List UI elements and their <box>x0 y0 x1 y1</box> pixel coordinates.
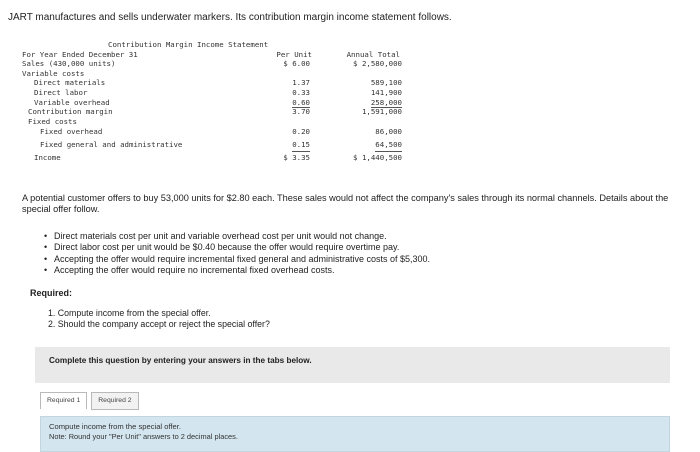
direct-labor-per-unit: 0.33 <box>292 87 310 97</box>
fixed-ga-per-unit: 0.15 <box>292 138 310 152</box>
income-per-unit: $ 3.35 <box>283 153 310 163</box>
list-item: • Direct labor cost per unit would be $0.40 because the offer would require overtime pay. <box>44 242 430 253</box>
fixed-overhead-per-unit: 0.20 <box>292 127 310 137</box>
offer-details-list <box>44 231 430 277</box>
direct-materials-annual: 589,100 <box>370 78 402 88</box>
required-heading: Required: <box>30 288 73 298</box>
direct-labor-row <box>18 88 408 98</box>
statement-title-row <box>18 40 408 50</box>
direct-materials-row <box>18 78 408 88</box>
question-item: 1. Compute income from the special offer. <box>48 308 211 318</box>
statement-header-row <box>18 50 408 60</box>
income-annual: $ 1,440,500 <box>353 153 402 163</box>
instructions-banner <box>35 347 670 383</box>
contribution-margin-label: Contribution margin <box>28 107 113 117</box>
instructions-text: Complete this question by entering your answers in the tabs below. <box>49 356 312 365</box>
variable-overhead-per-unit: 0.60 <box>292 97 310 107</box>
contribution-margin-annual: 1,591,000 <box>361 107 402 117</box>
fixed-ga-row <box>18 138 408 151</box>
direct-materials-label: Direct materials <box>34 78 106 88</box>
list-item: • Direct materials cost per unit and variable overhead cost per unit would not change. <box>44 231 430 242</box>
direct-labor-label: Direct labor <box>34 87 88 97</box>
panel-instruction: Compute income from the special offer. <box>49 422 181 431</box>
tab-required-2[interactable]: Required 2 <box>91 392 138 410</box>
statement-title: Contribution Margin Income Statement <box>108 40 269 49</box>
fixed-overhead-row <box>18 126 408 138</box>
period-label: For Year Ended December 31 <box>22 49 138 59</box>
variable-costs-row <box>18 69 408 79</box>
sales-per-unit: $ 6.00 <box>283 59 310 69</box>
income-statement-table <box>18 40 408 165</box>
tab-content-panel <box>40 416 670 452</box>
fixed-overhead-label: Fixed overhead <box>40 127 103 137</box>
special-offer-text: A potential customer offers to buy 53,000 units for $2.80 each. These sales would not affect the company's sales through its normal channels. Details about the special offer follow. <box>22 193 669 214</box>
variable-overhead-row <box>18 98 408 108</box>
annual-total-header: Annual Total <box>346 49 400 59</box>
variable-overhead-label: Variable overhead <box>34 97 110 107</box>
direct-materials-per-unit: 1.37 <box>292 78 310 88</box>
panel-note: Note: Round your "Per Unit" answers to 2 decimal places. <box>49 432 238 441</box>
contribution-margin-row <box>18 107 408 117</box>
fixed-costs-row <box>18 117 408 127</box>
fixed-overhead-annual: 86,000 <box>375 127 402 137</box>
sales-row <box>18 59 408 69</box>
intro-text: JART manufactures and sells underwater markers. Its contribution margin income statement follows. <box>8 12 452 23</box>
fixed-ga-annual: 64,500 <box>375 138 402 152</box>
fixed-ga-label: Fixed general and administrative <box>40 140 183 150</box>
variable-costs-label: Variable costs <box>22 68 85 78</box>
question-list <box>48 308 270 330</box>
tab-required-1[interactable]: Required 1 <box>40 392 87 409</box>
variable-overhead-annual: 258,000 <box>370 97 402 107</box>
contribution-margin-per-unit: 3.70 <box>292 107 310 117</box>
direct-labor-annual: 141,900 <box>370 87 402 97</box>
income-label: Income <box>34 153 61 163</box>
answer-tabs <box>40 392 139 408</box>
fixed-costs-label: Fixed costs <box>28 116 77 126</box>
list-item: • Accepting the offer would require no incremental fixed overhead costs. <box>44 265 430 276</box>
sales-annual: $ 2,580,000 <box>353 59 402 69</box>
income-row <box>18 151 408 165</box>
sales-label: Sales (430,000 units) <box>22 59 116 69</box>
per-unit-header: Per Unit <box>276 49 312 59</box>
list-item: • Accepting the offer would require incremental fixed general and administrative costs of $5,300. <box>44 254 430 265</box>
question-item: 2. Should the company accept or reject the special offer? <box>48 319 270 329</box>
